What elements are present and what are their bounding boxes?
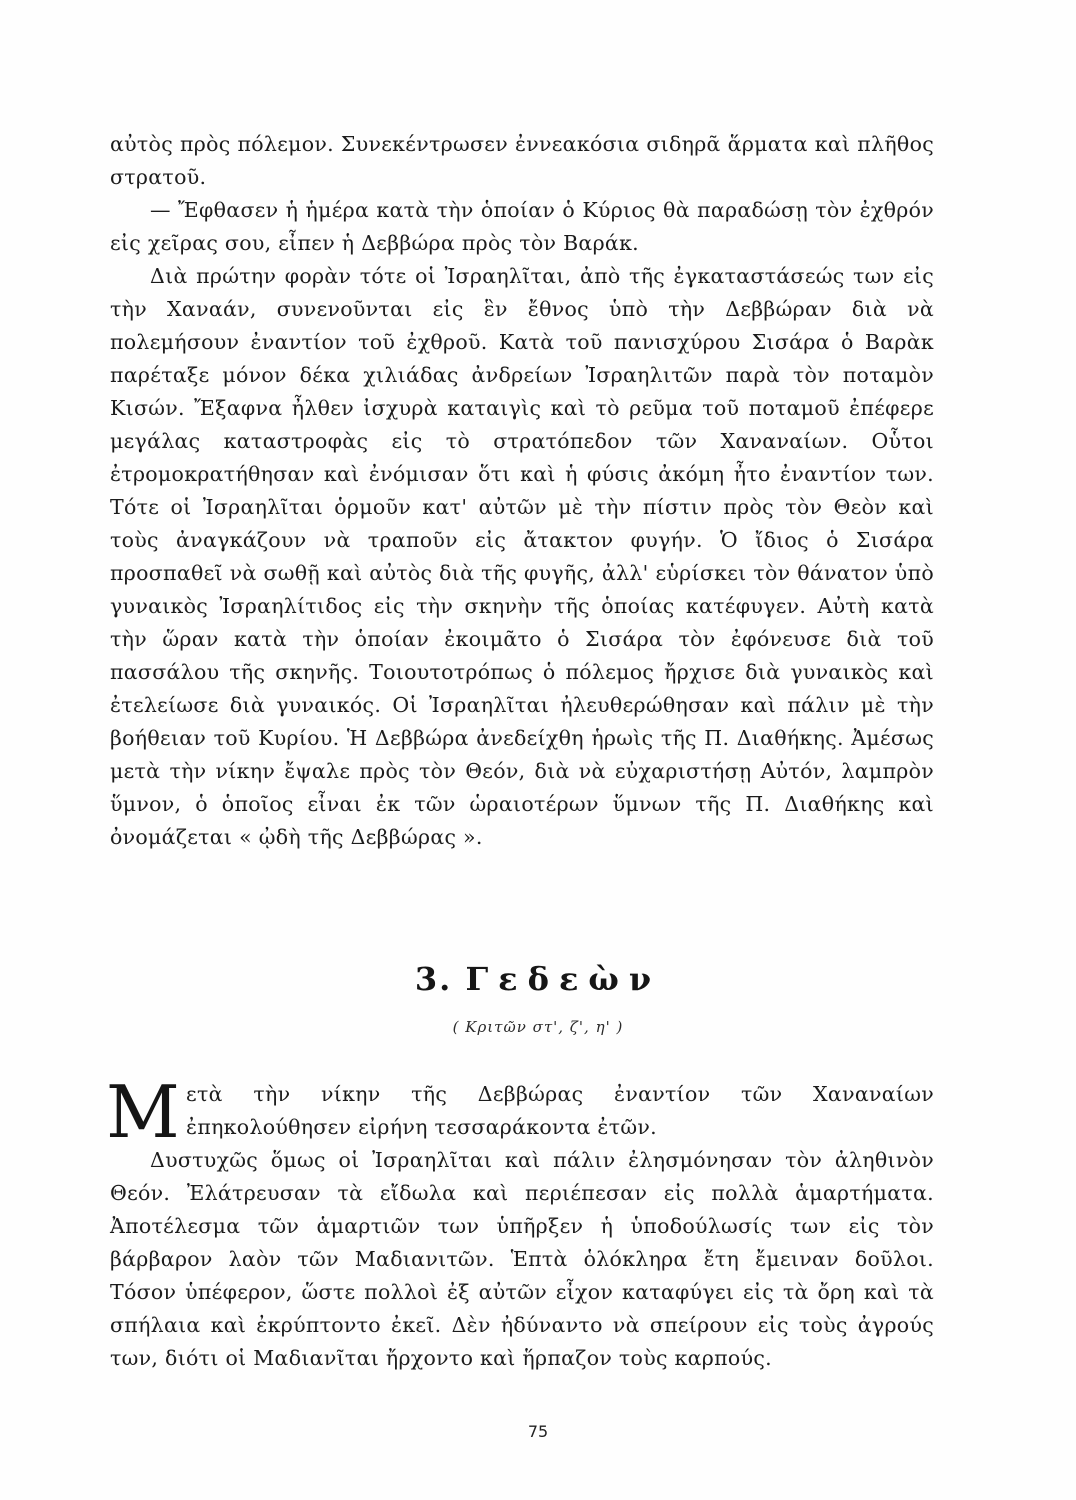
chapter-heading (0, 960, 1076, 998)
paragraph-midianites: Δυστυχῶς ὅμως οἱ Ἰσραηλῖται καὶ πάλιν ἐλησμόνησαν τὸν ἀληθινὸν Θεόν. Ἐλάτρευσαν τὰ εἴδωλα καὶ περιέπεσαν εἰς πολλὰ ἁμαρτήματα. Ἀποτέλεσμα τῶν ἁμαρτιῶν των ὑπῆρξεν ἡ ὑποδούλωσίς των εἰς τὸν βάρβαρον λαὸν τῶν Μαδιανιτῶν. Ἑπτὰ ὁλόκληρα ἔτη ἔμειναν δοῦλοι. Τόσον ὑπέφερον, ὥστε πολλοὶ ἐξ αὐτῶν εἶχον καταφύγει εἰς τὰ ὄρη καὶ τὰ σπήλαια καὶ ἐκρύπτοντο ἐκεῖ. Δὲν ἠδύναντο νὰ σπείρουν εἰς τοὺς ἀγρούς των, διότι οἱ Μαδιανῖται ἤρχοντο καὶ ἥρπαζον τοὺς καρπούς. (110, 1148, 934, 1370)
page-number: 75 (527, 1422, 549, 1441)
text-block-top (110, 128, 934, 854)
drop-cap-letter: Μ (106, 1070, 181, 1154)
chapter-reference: ( Κριτῶν στ', ζ', η' ) (452, 1018, 624, 1036)
paragraph-dialogue: — Ἔφθασεν ἡ ἡμέρα κατὰ τὴν ὁποίαν ὁ Κύριος θὰ παραδώσῃ τὸν ἐχθρόν εἰς χεῖρας σου, εἶπεν ἡ Δεββώρα πρὸς τὸν Βαράκ. (110, 198, 934, 255)
chapter-number: 3. (414, 960, 453, 998)
paragraph-opening-text: ετὰ τὴν νίκην τῆς Δεββώρας ἐναντίον τῶν Χαναναίων ἐπηκολούθησεν εἰρήνη τεσσαράκοντα ἐτῶν. (186, 1082, 934, 1139)
paragraph-opening (106, 1070, 934, 1154)
chapter-title: Γεδεὼν (465, 960, 662, 998)
text-block-bottom (106, 1070, 934, 1375)
paragraph-continuation: αὐτὸς πρὸς πόλεμον. Συνεκέντρωσεν ἐννεακόσια σιδηρᾶ ἅρματα καὶ πλῆθος στρατοῦ. (110, 132, 934, 189)
paragraph-battle-narrative: Διὰ πρώτην φορὰν τότε οἱ Ἰσραηλῖται, ἀπὸ τῆς ἐγκαταστάσεώς των εἰς τὴν Χαναάν, συνενοῦνται εἰς ἓν ἔθνος ὑπὸ τὴν Δεββώραν διὰ νὰ πολεμήσουν ἐναντίον τοῦ ἐχθροῦ. Κατὰ τοῦ πανισχύρου Σισάρα ὁ Βαρὰκ παρέταξε μόνον δέκα χιλιάδας ἀνδρείων Ἰσραηλιτῶν παρὰ τὸν ποταμὸν Κισών. Ἔξαφνα ἦλθεν ἰσχυρὰ καταιγὶς καὶ τὸ ρεῦμα τοῦ ποταμοῦ ἐπέφερε μεγάλας καταστροφὰς εἰς τὸ στρατόπεδον τῶν Χαναναίων. Οὗτοι ἐτρομοκρατήθησαν καὶ ἐνόμισαν ὅτι καὶ ἡ φύσις ἀκόμη ἦτο ἐναντίον των. Τότε οἱ Ἰσραηλῖται ὁρμοῦν κατ' αὐτῶν μὲ τὴν πίστιν πρὸς τὸν Θεὸν καὶ τοὺς ἀναγκάζουν νὰ τραποῦν εἰς ἄτακτον φυγήν. Ὁ ἴδιος ὁ Σισάρα προσπαθεῖ νὰ σωθῇ καὶ αὐτὸς διὰ τῆς φυγῆς, ἀλλ' εὑρίσκει τὸν θάνατον ὑπὸ γυναικὸς Ἰσραηλίτιδος εἰς τὴν σκηνὴν τῆς ὁποίας κατέφυγεν. Αὐτὴ κατὰ τὴν ὥραν κατὰ τὴν ὁποίαν ἐκοιμᾶτο ὁ Σισάρα τὸν ἐφόνευσε διὰ τοῦ πασσάλου τῆς σκηνῆς. Τοιουτοτρόπως ὁ πόλεμος ἤρχισε διὰ γυναικὸς καὶ ἐτελείωσε διὰ γυναικός. Οἱ Ἰσραηλῖται ἠλευθερώθησαν καὶ πάλιν μὲ τὴν βοήθειαν τοῦ Κυρίου. Ἡ Δεββώρα ἀνεδείχθη ἡρωὶς τῆς Π. Διαθήκης. Ἀμέσως μετὰ τὴν νίκην ἔψαλε πρὸς τὸν Θεόν, διὰ νὰ εὐχαριστήσῃ Αὐτόν, λαμπρὸν ὕμνον, ὁ ὁποῖος εἶναι ἐκ τῶν ὡραιοτέρων ὕμνων τῆς Π. Διαθήκης καὶ ὀνομάζεται « ᾠδὴ τῆς Δεββώρας ». (110, 264, 934, 849)
